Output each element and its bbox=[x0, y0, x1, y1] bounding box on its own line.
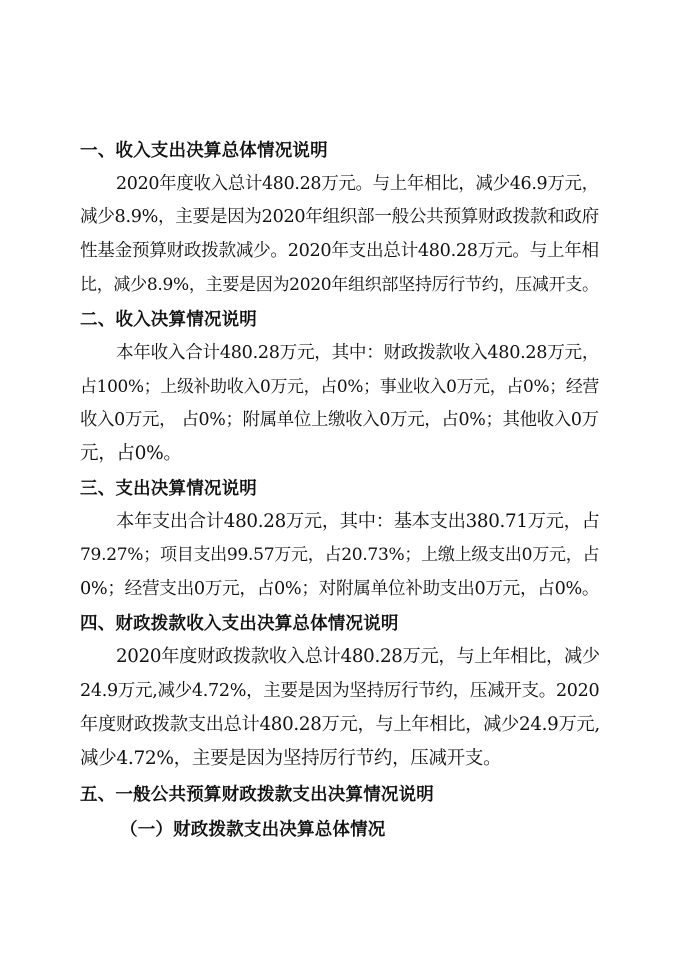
subsection-heading-fiscal-expenditure-overall: （一）财政拨款支出决算总体情况 bbox=[120, 820, 386, 840]
paragraph-line: 元，占0%。 bbox=[80, 443, 182, 464]
paragraph-line: 减少4.72%，主要是因为坚持厉行节约，压减开支。 bbox=[80, 748, 502, 769]
paragraph-line: 24.9万元,减少4.72%，主要是因为坚持厉行节约，压减开支。2020 bbox=[80, 681, 600, 701]
section-heading-fiscal-appropriation-overview: 四、财政拨款收入支出决算总体情况说明 bbox=[80, 614, 399, 634]
paragraph-line: 79.27%；项目支出99.57万元，占20.73%；上缴上级支出0万元，占 bbox=[80, 545, 600, 565]
section-heading-general-public-budget-expenditure: 五、一般公共预算财政拨款支出决算情况说明 bbox=[80, 785, 434, 805]
section-heading-income-final-accounts: 二、收入决算情况说明 bbox=[80, 310, 257, 330]
paragraph-line: 占100%；上级补助收入0万元，占0%；事业收入0万元，占0%；经营 bbox=[80, 376, 600, 396]
paragraph-line: 收入0万元， 占0%；附属单位上缴收入0万元，占0%；其他收入0万 bbox=[80, 410, 599, 430]
section-heading-income-expenditure-overview: 一、收入支出决算总体情况说明 bbox=[80, 141, 328, 161]
section-heading-expenditure-final-accounts: 三、支出决算情况说明 bbox=[80, 479, 257, 499]
paragraph-line: 0%；经营支出0万元，占0%；对附属单位补助支出0万元，占0%。 bbox=[80, 579, 600, 599]
paragraph-line: 2020年度收入总计480.28万元。与上年相比，减少46.9万元， bbox=[116, 174, 599, 194]
paragraph-line: 年度财政拨款支出总计480.28万元，与上年相比，减少24.9万元, bbox=[80, 714, 600, 735]
paragraph-line: 比，减少8.9%，主要是因为2020年组织部坚持厉行节约，压减开支。 bbox=[80, 275, 599, 295]
paragraph-line: 2020年度财政拨款收入总计480.28万元，与上年相比，减少 bbox=[116, 646, 600, 667]
paragraph-line: 性基金预算财政拨款减少。2020年支出总计480.28万元。与上年相 bbox=[80, 241, 599, 261]
paragraph-line: 本年收入合计480.28万元，其中：财政拨款收入480.28万元， bbox=[116, 343, 600, 363]
paragraph-line: 减少8.9%，主要是因为2020年组织部一般公共预算财政拨款和政府 bbox=[80, 207, 599, 227]
paragraph-line: 本年支出合计480.28万元，其中：基本支出380.71万元，占 bbox=[116, 511, 600, 532]
